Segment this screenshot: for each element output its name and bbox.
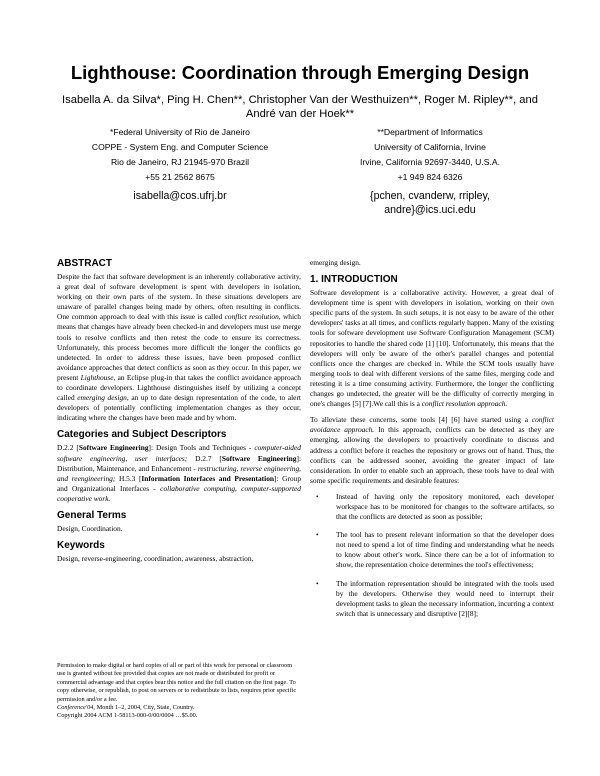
general-terms-text: Design, Coordination. — [57, 523, 123, 533]
permission-notice — [57, 662, 301, 721]
abstract-text: an up to date design representation of the code, to alert developers of potentially conflicting implementation changes as they occur, indicating where the changes have been made and by whom. — [57, 393, 301, 423]
permission-text: Permission to make digital or hard copies of all or part of this work for personal or classroom use is granted without fee provided that copies are not made or distributed for profit or commercial advantage and that copies bear this notice and the full citation on the first page. To copy otherwise, or republish, to post on servers or to redistribute to lists, requires prior specific permission and/or a fee. — [57, 662, 297, 703]
keywords-heading: Keywords — [57, 540, 105, 552]
authors-line-1: Isabella A. da Silva*, Ping H. Chen**, Christopher Van der Westhuizen**, Roger M. Ripley**, and — [62, 94, 538, 106]
affiliation-line: COPPE - System Eng. and Computer Science — [91, 142, 269, 152]
bullet-icon: • — [316, 578, 319, 588]
keywords-text: Design, reverse-engineering, coordination, awareness, abstraction, — [57, 554, 254, 564]
abstract-emphasis: Lighthouse, — [80, 372, 116, 382]
abstract-heading: ABSTRACT — [57, 258, 112, 269]
intro-paragraph-1: Software development is a collaborative activity. However, a great deal of development time is spent with developers in isolation, working on their own specific parts of the system. In such setups, it is not easy to be aware of the other developers' tasks at all times, and conflicts regularly happen. Many of the existing tools for software development use Software Configuration Management (SCM) repositories to handle the shared code [1] [10]. Unfortunately, this means that the developers will only be aware of the other's parallel changes and potential conflicts once the changes are checked in. While the SCM tools usually have merging tools to deal with different versions of the same files, merging code and retesting it is a time consuming activity. Furthermore, the longer the conflicting changes go undetected, the greater will be the difficulty of correctly merging in one's changes [5] [7].We call this is a conflict resolution approach. — [310, 288, 554, 409]
affiliation-line: Irvine, California 92697-3440, U.S.A. — [360, 157, 500, 167]
affiliation-email: isabella@cos.ufrj.br — [133, 190, 227, 202]
abstract-paragraph — [57, 272, 301, 423]
affiliation-line: Rio de Janeiro, RJ 21945-970 Brazil — [110, 157, 250, 167]
affiliation-email-line-2: andre}@ics.uci.edu — [384, 204, 476, 216]
affiliation-email-line-1: {pchen, cvanderw, rripley, — [370, 190, 490, 202]
introduction-heading: 1. INTRODUCTION — [310, 274, 398, 286]
paper-title: Lighthouse: Coordination through Emerging Design — [70, 62, 530, 83]
affiliation-line: **Department of Informatics — [377, 127, 483, 137]
affiliation-phone: +55 21 2562 8675 — [145, 172, 215, 182]
general-terms-heading: General Terms — [57, 509, 127, 521]
right-column — [310, 258, 554, 627]
requirements-list — [310, 492, 554, 619]
abstract-text: which means that changes have already been checked-in and developers must use merge tools to resolve conflicts and then retest the code to ensure its correctness. Unfortunately, this process becomes more difficult the longer the conflicts go undetected. In order to address these issues, have been proposed conflict avoidance approaches that detect conflicts as soon as they occur. In this paper, we present — [57, 312, 301, 382]
authors-line-2: André van der Hoek** — [245, 108, 355, 120]
bullet-icon: • — [316, 530, 319, 540]
abstract-text: an Eclipse plug-in that takes the conflict avoidance approach to coordinate developers. Lighthouse distinguishes itself by utilizing a concept called — [57, 372, 301, 403]
affiliation-right — [310, 125, 550, 217]
left-column — [57, 258, 301, 570]
list-item: • The tool has to present relevant information so that the developer does not need to spend a lot of time finding and understanding what he needs to know about other's work. Since there can be a lot of information to show, the representation choice determines the tool's effectiveness; — [316, 530, 554, 570]
categories-text: D.2.2 [Software Engineering]: Design Tools and Techniques - computer-aided software engineering, user interfaces; D.2.7 [Software Engineering]: Distribution, Maintenance, and Enhancement - restructuring, reverse engineering, and reengineering; H.5.3 [Information Interfaces and Presentation]: Group and Organizational Interfaces - collaborative computing, computer-supported cooperative work. — [57, 443, 302, 503]
author-list — [60, 93, 540, 121]
abstract-emphasis: emerging design, — [77, 393, 129, 403]
affiliation-phone: +1 949 824 6326 — [397, 172, 463, 182]
list-item: • The information representation should be integrated with the tools used by the developers. Otherwise they would need to interrupt their development tasks to glean the necessary information, incurring a context switch that is unnecessary and disruptive [2][8]; — [316, 578, 554, 618]
affiliation-left — [60, 125, 300, 203]
abstract-continuation: emerging design. — [310, 258, 361, 267]
affiliation-line: *Federal University of Rio de Janeiro — [110, 127, 250, 137]
list-item: • Instead of having only the repository monitored, each developer workspace has to be monitored for changes to the software artifacts, so that the conflicts are detected as soon as possible; — [316, 491, 554, 522]
categories-heading: Categories and Subject Descriptors — [57, 429, 227, 441]
affiliation-line: University of California, Irvine — [374, 142, 486, 152]
intro-paragraph-2: To alleviate these concerns, some tools [4] [6] have started using a conflict avoidance approach. In this approach, conflicts can be detected as they are emerging, allowing the developers to proactively coordinate to discuss and address a conflict before it reaches the repository or grows out of hand. Thus, the conflicts can be addressed sooner, avoiding the greater impact of late consideration. In order to enable such an approach, these tools have to deal with some specific requirements and desirable features: — [310, 415, 554, 485]
abstract-text: Despite the fact that software development is an inherently collaborative activity, a great deal of software development is spent with developers in isolation, working on their own parts of the system. In these situations developers are unaware of parallel changes being made by others, often resulting in conflicts. One common approach to deal with this issue is called — [57, 272, 301, 322]
affiliation-email — [310, 189, 550, 217]
conference-line: Conference'04, Month 1–2, 2004, City, State, Country. — [57, 704, 195, 712]
copyright-line: Copyright 2004 ACM 1-58113-000-0/00/0004 …$5.00. — [57, 712, 198, 720]
bullet-icon: • — [316, 491, 319, 501]
abstract-emphasis: conflict resolution, — [224, 312, 281, 322]
